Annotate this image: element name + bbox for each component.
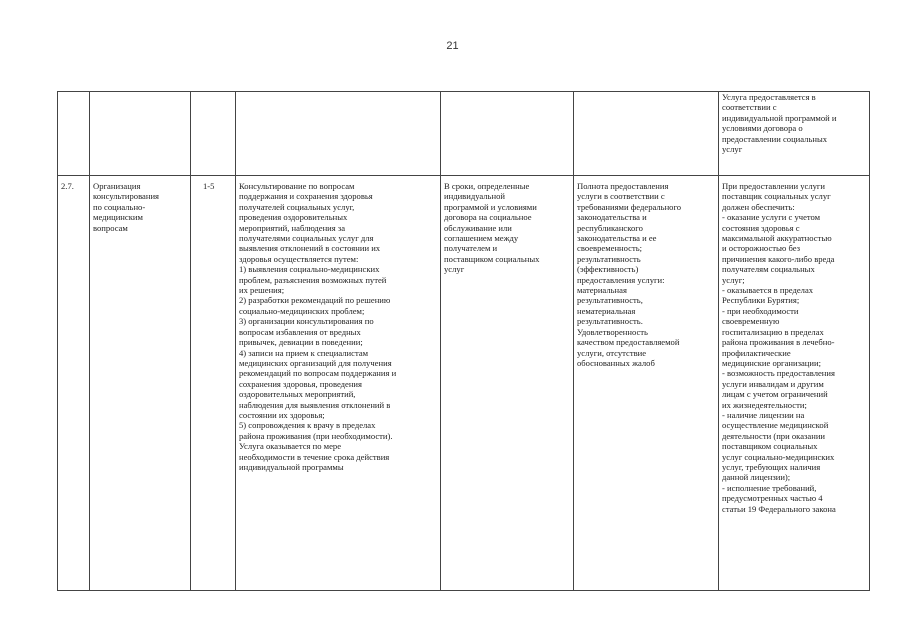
text-line: мероприятий, наблюдения за	[239, 222, 346, 233]
text-line: индивидуальной программы	[239, 461, 344, 472]
text-line: обоснованных жалоб	[577, 357, 655, 368]
text-line: соответствии с	[722, 102, 777, 113]
text-line: качеством предоставляемой	[577, 337, 680, 348]
text-line: При предоставлении услуги	[722, 181, 826, 191]
text-line: услуг;	[722, 274, 745, 285]
cell-group	[191, 92, 236, 176]
service-quality-indicators	[574, 176, 719, 591]
text-line: 2) разработки рекомендаций по решению	[239, 295, 391, 306]
text-line: оздоровительных мероприятий,	[239, 389, 356, 400]
text-line: нематериальная	[577, 305, 636, 316]
text-line: республиканского	[577, 222, 643, 233]
text-line: - возможность предоставления	[722, 368, 835, 379]
text-line: деятельности (при оказании	[722, 430, 826, 441]
text-line: услуг	[722, 144, 743, 155]
text-line: по социально-	[93, 201, 146, 212]
cell-number	[58, 92, 90, 176]
text-line: В сроки, определенные	[444, 181, 530, 191]
social-services-table	[57, 91, 870, 591]
cell-quality	[574, 92, 719, 176]
text-line: 3) организации консультирования по	[239, 316, 374, 327]
text-line: состоянии их здоровья;	[239, 409, 325, 420]
text-line: здоровья осуществляется путем:	[239, 253, 359, 264]
cell-service-name	[90, 92, 191, 176]
text-line: состояния здоровья с	[722, 222, 800, 233]
text-line: своевременность;	[577, 243, 643, 254]
text-line: услуги инвалидам и другим	[722, 378, 824, 389]
text-line: поддержания и сохранения здоровья	[239, 191, 373, 202]
text-line: поставщиком социальных	[444, 253, 540, 264]
text-line: результативность.	[577, 316, 643, 327]
text-line: - при необходимости	[722, 305, 799, 316]
text-line: получателей социальных услуг,	[239, 201, 355, 212]
text-line: 5) сопровождения к врачу в пределах	[239, 420, 376, 431]
text-line: необходимости в течение срока действия	[239, 451, 390, 462]
text-line: статьи 19 Федерального закона	[722, 503, 836, 514]
text-line: договора на социальное	[444, 212, 532, 223]
text-line: своевременную	[722, 316, 780, 327]
service-conditions	[719, 176, 870, 591]
text-line: лицам с учетом ограничений	[722, 389, 828, 400]
cell-terms	[441, 92, 574, 176]
text-line: индивидуальной программой и	[722, 112, 837, 123]
text-line: проведения оздоровительных	[239, 212, 348, 223]
text-line: - исполнение требований,	[722, 482, 817, 493]
text-line: обслуживание или	[444, 222, 512, 233]
text-line: Республики Бурятия;	[722, 295, 800, 306]
text-line: получателем и	[444, 243, 498, 254]
text-line: вопросам	[93, 222, 128, 233]
text-line: предусмотренных частью 4	[722, 493, 823, 504]
text-line: законодательства и ее	[577, 233, 657, 244]
text-line: 4) записи на прием к специалистам	[239, 347, 369, 358]
text-line: наблюдения для выявления отклонений в	[239, 399, 391, 410]
text-line: социально-медицинских проблем;	[239, 305, 365, 316]
text-line: проблем, разъяснения возможных путей	[239, 274, 387, 285]
text-line: сохранения здоровья, проведения	[239, 378, 362, 389]
service-number: 2.7.	[58, 176, 90, 591]
text-line: рекомендаций по вопросам поддержания и	[239, 368, 397, 379]
text-line: услуги, отсутствие	[577, 347, 647, 358]
text-line: - наличие лицензии на	[722, 409, 805, 420]
text-line: индивидуальной	[444, 191, 505, 202]
text-line: соглашением между	[444, 233, 519, 244]
service-description	[236, 176, 441, 591]
cell-conditions	[719, 92, 870, 176]
text-line: вопросам избавления от вредных	[239, 326, 361, 337]
recipient-group: 1-5	[191, 176, 236, 591]
text-line: предоставлении социальных	[722, 133, 828, 144]
text-line: данной лицензии);	[722, 472, 791, 483]
text-line: поставщик социальных услуг	[722, 191, 831, 202]
text-line: - оказывается в пределах	[722, 285, 814, 296]
text-line: медицинским	[93, 212, 143, 223]
text-line: результативность	[577, 253, 641, 264]
text-line: условиями договора о	[722, 123, 803, 134]
text-line: консультирования	[93, 191, 159, 202]
text-line: Удовлетворенность	[577, 326, 648, 337]
text-line: района проживания в лечебно-	[722, 337, 835, 348]
text-line: законодательства и	[577, 212, 647, 223]
text-line: выявления отклонений в состоянии их	[239, 243, 381, 254]
text-line: и осторожностью без	[722, 243, 801, 254]
text-line: (эффективность)	[577, 264, 639, 275]
service-terms	[441, 176, 574, 591]
text-line: услуг социально-медицинских	[722, 451, 835, 462]
text-line: Полнота предоставления	[577, 181, 669, 191]
text-line: Услуга предоставляется в	[722, 92, 816, 102]
text-line: предоставления услуги:	[577, 274, 665, 285]
table-row-service-2-7	[58, 176, 870, 591]
text-line: получателям социальных	[722, 264, 815, 275]
text-line: требованиями федерального	[577, 201, 682, 212]
page-number: 21	[446, 40, 459, 52]
text-line: района проживания (при необходимости).	[239, 430, 393, 441]
text-line: поставщиком социальных	[722, 441, 818, 452]
text-line: должен обеспечить:	[722, 201, 795, 212]
text-line: Организация	[93, 181, 141, 191]
text-line: их решения;	[239, 285, 285, 296]
text-line: результативность,	[577, 295, 643, 306]
text-line: услуг	[444, 264, 465, 275]
cell-description	[236, 92, 441, 176]
text-line: привычек, девиации в поведении;	[239, 337, 363, 348]
text-line: максимальной аккуратностью	[722, 233, 832, 244]
text-line: Услуга оказывается по мере	[239, 441, 342, 452]
text-line: программой и условиями	[444, 201, 537, 212]
text-line: осуществление медицинской	[722, 420, 829, 431]
text-line: получателями социальных услуг для	[239, 233, 374, 244]
text-line: медицинских организаций для получения	[239, 357, 392, 368]
text-line: - оказание услуги с учетом	[722, 212, 821, 223]
text-line: 1) выявления социально-медицинских	[239, 264, 380, 275]
text-line: причинения какого-либо вреда	[722, 253, 835, 264]
text-line: их жизнедеятельности;	[722, 399, 807, 410]
text-line: госпитализацию в пределах	[722, 326, 824, 337]
text-line: услуг, требующих наличия	[722, 461, 821, 472]
service-name	[90, 176, 191, 591]
text-line: Консультирование по вопросам	[239, 181, 355, 191]
text-line: материальная	[577, 285, 627, 296]
text-line: услуги в соответствии с	[577, 191, 665, 202]
text-line: медицинские организации;	[722, 357, 821, 368]
text-line: профилактические	[722, 347, 791, 358]
table-row-continuation	[58, 92, 870, 176]
